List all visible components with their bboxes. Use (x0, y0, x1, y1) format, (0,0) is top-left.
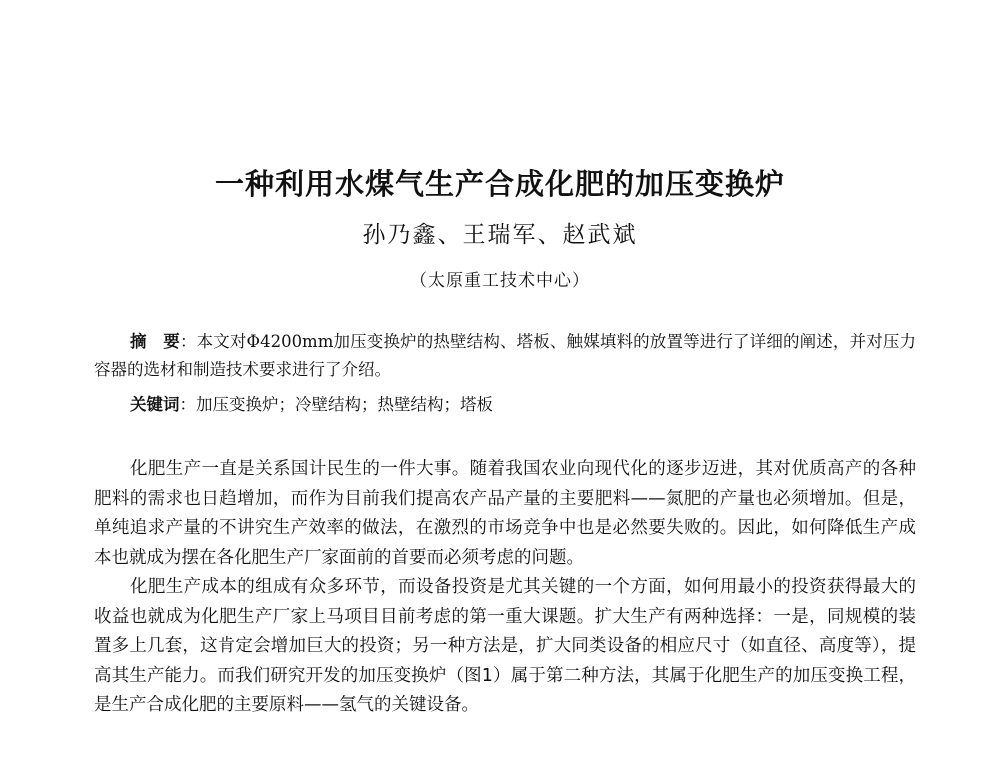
abstract-text: ：本文对Φ4200mm加压变换炉的热壁结构、塔板、触媒填料的放置等进行了详细的阐述，并对压力容器的选材和制造技术要求进行了介绍。 (94, 332, 917, 379)
paper-title: 一种利用水煤气生产合成化肥的加压变换炉 (214, 167, 785, 201)
abstract-label: 摘 要 (130, 332, 180, 351)
abstract-block (94, 328, 916, 384)
body-text (94, 455, 916, 721)
keywords-label: 关键词 (130, 395, 180, 414)
paragraph-2: 化肥生产成本的组成有众多环节，而设备投资是尤其关键的一个方面，如何用最小的投资获得最大的收益也就成为化肥生产厂家上马项目目前考虑的第一重大课题。扩大生产有两种选择：一是，同规模的装置多上几套，这肯定会增加巨大的投资；另一种方法是，扩大同类设备的相应尺寸（如直径、高度等），提高其生产能力。而我们研究开发的加压变换炉（图1）属于第二种方法，其属于化肥生产的加压变换工程，是生产合成化肥的主要原料——氢气的关键设备。 (94, 577, 916, 715)
keywords-block (130, 391, 916, 419)
paragraph-1: 化肥生产一直是关系国计民生的一件大事。随着我国农业向现代化的逐步迈进，其对优质高产的各种肥料的需求也日趋增加，而作为目前我们提高农产品产量的主要肥料——氮肥的产量也必须增加。但是，单纯追求产量的不讲究生产效率的做法，在激烈的市场竞争中也是必然要失败的。因此，如何降低生产成本也就成为摆在各化肥生产厂家面前的首要而必须考虑的问题。 (94, 459, 916, 568)
paper-authors: 孙乃鑫、王瑞军、赵武斌 (362, 222, 638, 248)
keywords-text: ：加压变换炉；冷壁结构；热壁结构；塔板 (179, 395, 493, 414)
paper-affiliation: （太原重工技术中心） (410, 271, 590, 291)
